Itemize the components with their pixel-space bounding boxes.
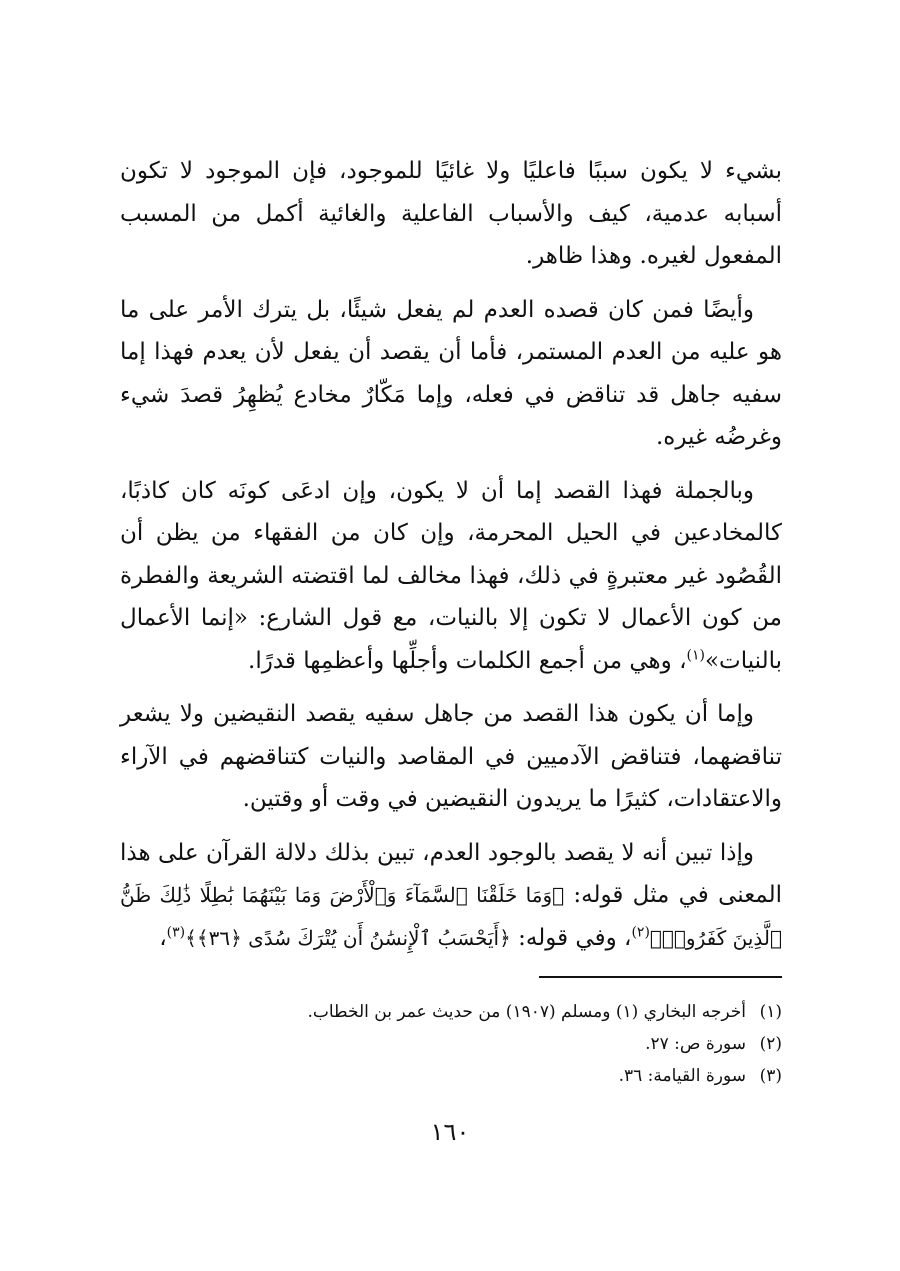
footnote-divider xyxy=(539,976,782,978)
main-text xyxy=(120,150,782,970)
quran-verse-1: ﴿وَمَا خَلَقْنَا ٱلسَّمَآءَ وَٱلْأَرْضَ وَمَا بَيْنَهُمَا بَٰطِلًا ذَٰلِكَ ظَنُّ ٱلَّذِينَ كَفَرُوا۟﴾ xyxy=(120,883,782,950)
paragraph-5-text-end: ، xyxy=(159,924,167,951)
footnote-ref-1: (١) xyxy=(686,646,705,663)
paragraph-1: بشيء لا يكون سببًا فاعليًا ولا غائيًا للموجود، فإن الموجود لا تكون أسبابه عدمية، كيف والأسباب الفاعلية والغائية أكمل من المسبب المفعول لغيره. وهذا ظاهر. xyxy=(120,158,782,269)
footnote-3 xyxy=(120,1060,782,1092)
footnote-2 xyxy=(120,1028,782,1060)
footnote-3-text: سورة القيامة: ٣٦. xyxy=(618,1066,746,1086)
quran-verse-2: ﴿أَيَحْسَبُ ٱلْإِنسَٰنُ أَن يُتْرَكَ سُدًى ﴿٣٦﴾﴾ xyxy=(185,925,511,950)
footnote-1 xyxy=(120,996,782,1028)
paragraph-3 xyxy=(120,470,782,683)
paragraph-3-text-end: ، وهي من أجمع الكلمات وأجلِّها وأعظمِها قدرًا. xyxy=(248,647,687,674)
page-number: ١٦٠ xyxy=(430,1118,470,1146)
footnote-2-text: سورة ص: ٢٧. xyxy=(645,1034,746,1054)
footnote-ref-2: (٢) xyxy=(631,923,650,940)
paragraph-2: وأيضًا فمن كان قصده العدم لم يفعل شيئًا، بل يترك الأمر على ما هو عليه من العدم المستمر، فأما أن يقصد أن يفعل لأن يعدم فهذا إما سفيه جاهل قد تناقض في فعله، وإما مَكّارٌ مخادع يُظهِرُ قصدَ شيء وغرضُه غيره. xyxy=(120,296,782,450)
paragraph-5-text-mid: ، وفي قوله: xyxy=(510,924,632,951)
paragraph-3-text: وبالجملة فهذا القصد إما أن لا يكون، وإن ادعَى كونَه كان كاذبًا، كالمخادعين في الحيل المحرمة، وإن كان من الفقهاء من يظن أن القُصُود غير معتبرةٍ في ذلك، فهذا مخالف لما اقتضته الشريعة والفطرة من كون الأعمال لا تكون إلا بالنيات، مع قول الشارع: «إنما الأعمال بالنيات» xyxy=(120,477,782,674)
footnote-3-number: (٣) xyxy=(759,1066,782,1086)
footnotes xyxy=(120,996,782,1092)
paragraph-5-text: وإذا تبين أنه لا يقصد بالوجود العدم، تبين بذلك دلالة القرآن على هذا المعنى في مثل قوله: xyxy=(120,839,782,908)
footnote-2-number: (٢) xyxy=(759,1034,782,1054)
footnote-1-number: (١) xyxy=(759,1002,782,1022)
paragraph-5 xyxy=(120,832,782,960)
footnote-1-text: أخرجه البخاري (١) ومسلم (١٩٠٧) من حديث عمر بن الخطاب. xyxy=(307,1002,746,1022)
paragraph-4: وإما أن يكون هذا القصد من جاهل سفيه يقصد النقيضين ولا يشعر تناقضهما، فتناقض الآدميين في المقاصد والنيات كتناقضهم في الآراء والاعتقادات، كثيرًا ما يريدون النقيضين في وقت أو وقتين. xyxy=(120,701,782,812)
footnote-ref-3: (٣) xyxy=(166,923,186,940)
